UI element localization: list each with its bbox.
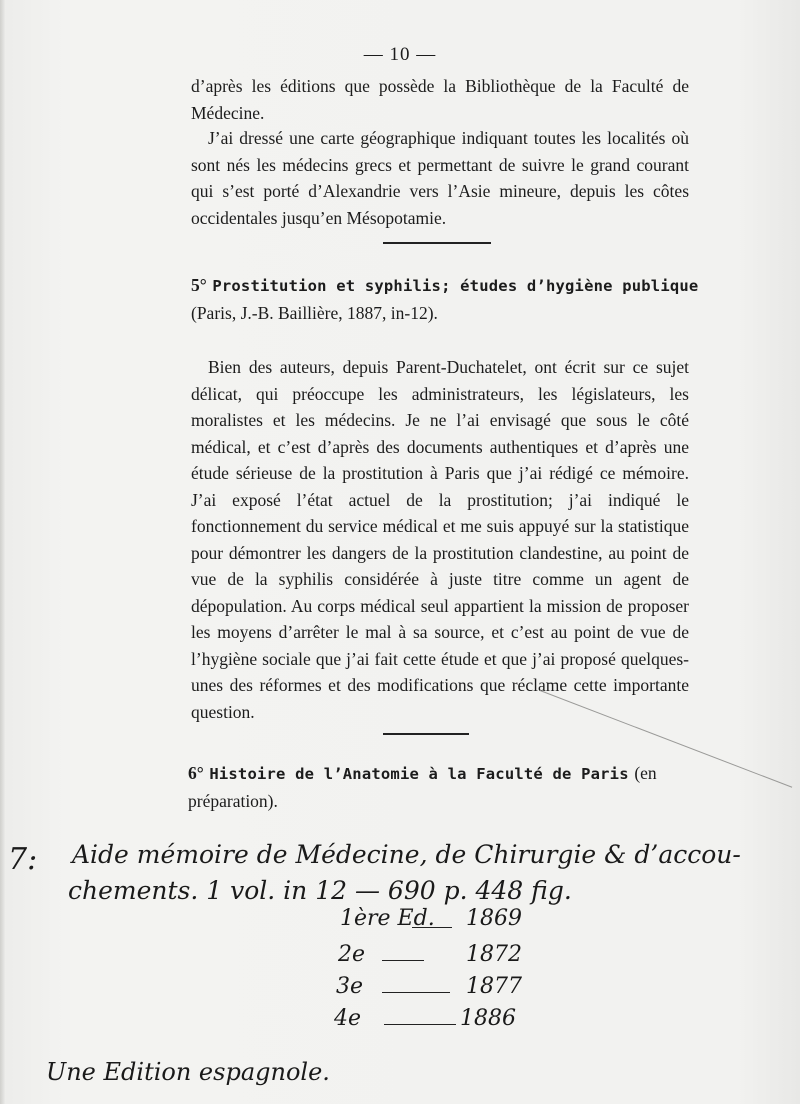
handwritten-dash	[384, 1024, 456, 1025]
section-title: Histoire de l’Anatomie à la Faculté de Paris	[209, 765, 629, 783]
handwritten-edition-year: 1877	[466, 974, 522, 999]
section-details: (en préparation).	[188, 763, 657, 811]
section-number: 6°	[188, 763, 204, 783]
handwritten-note: Une Edition espagnole.	[46, 1058, 330, 1086]
section-number: 5°	[191, 275, 207, 295]
handwritten-edition-year: 1886	[460, 1006, 516, 1031]
paragraph-prostitution: Bien des auteurs, depuis Parent-Duchatelet, ont écrit sur ce sujet délicat, qui préoccupe les administrateurs, les législateurs, les moralistes et les médecins. Je ne l’ai envisagé que sous le côté médical, et c’est d’après des documents authentiques et d’après une étude sérieuse de la prostitution à Paris que j’ai rédigé ce mémoire. J’ai exposé l’état actuel de la prostitution; j’ai indiqué le fonctionnement du service médical et me suis appuyé sur la statistique pour démontrer les dangers de la prostitution clandestine, au point de vue de la syphilis considérée à juste titre comme un agent de dépopulation. Au corps médical seul appartient la mission de proposer les moyens d’arrêter le mal à sa source, et c’est au point de vue de l’hygiène sociale que j’ai fait cette étude et que j’ai proposé quelques-unes des réformes et des modifications que réclame cette importante question.	[191, 357, 689, 722]
handwritten-edition-label: 4e	[334, 1006, 362, 1031]
handwritten-dash	[382, 992, 450, 993]
section-divider	[383, 242, 491, 244]
section-title: Prostitution et syphilis; études d’hygiène publique	[212, 277, 699, 295]
paragraph-map: J’ai dressé une carte géographique indiquant toutes les localités où sont nés les médecins grecs et permettant de suivre le grand courant qui s’est porté d’Alexandrie vers l’Asie mineure, depuis les côtes occidentales jusqu’en Mésopotamie.	[191, 128, 689, 228]
section-heading-5	[191, 272, 701, 328]
section-details: (Paris, J.-B. Baillière, 1887, in-12).	[191, 303, 438, 323]
paragraph-continuation: d’après les éditions que possède la Bibliothèque de la Faculté de Médecine.	[191, 76, 689, 123]
handwritten-line-1: Aide mémoire de Médecine, de Chirurgie & d’accou-	[72, 840, 741, 869]
page-edge-shadow	[0, 0, 6, 1104]
handwritten-dash	[412, 927, 452, 928]
handwritten-edition-label: 1ère Ed.	[340, 906, 435, 931]
handwritten-edition-year: 1869	[466, 906, 522, 931]
section-heading-6	[188, 760, 698, 816]
handwritten-edition-label: 3e	[336, 974, 364, 999]
section-divider	[383, 733, 469, 735]
handwritten-line-2: chements. 1 vol. in 12 — 690 p. 448 fig.	[68, 876, 572, 905]
handwritten-edition-year: 1872	[466, 942, 522, 967]
handwritten-item-number: 7:	[8, 842, 38, 877]
handwritten-edition-label: 2e	[338, 942, 366, 967]
handwritten-dash	[382, 960, 424, 961]
page-number: — 10 —	[363, 44, 437, 65]
